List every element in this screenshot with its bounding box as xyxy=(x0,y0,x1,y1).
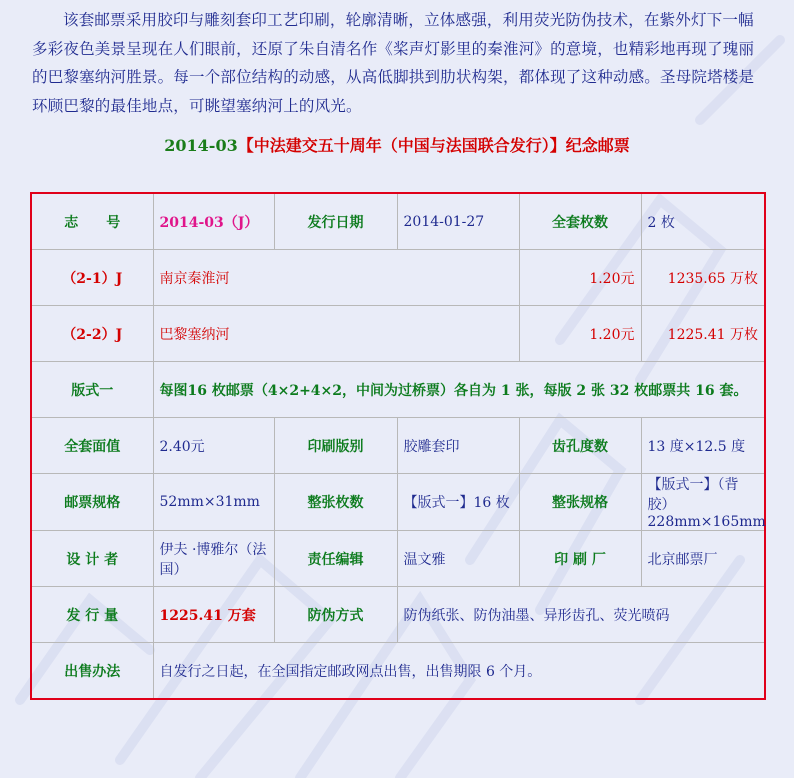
value-face-value: 2.40元 xyxy=(153,418,274,474)
title-code: 2014-03 xyxy=(164,136,238,155)
value-circulation: 1225.41 万套 xyxy=(153,587,274,643)
value-print-type: 胶雕套印 xyxy=(397,418,519,474)
label-circulation: 发 行 量 xyxy=(31,587,153,643)
table-row xyxy=(31,531,765,587)
label-sheet-count: 整张枚数 xyxy=(274,474,397,531)
table-row xyxy=(31,587,765,643)
stamp-price: 1.20元 xyxy=(519,250,641,306)
label-issue-date: 发行日期 xyxy=(274,193,397,250)
label-printer: 印 刷 厂 xyxy=(519,531,641,587)
value-issue-date: 2014-01-27 xyxy=(397,193,519,250)
stamp-spec-table xyxy=(30,192,766,700)
value-designer: 伊夫 ·博雅尔（法国） xyxy=(153,531,274,587)
label-sheet-size: 整张规格 xyxy=(519,474,641,531)
table-row xyxy=(31,418,765,474)
label-set-count: 全套枚数 xyxy=(519,193,641,250)
stamp-quantity: 1225.41 万枚 xyxy=(641,306,765,362)
value-editor: 温文雅 xyxy=(397,531,519,587)
stamp-title xyxy=(0,130,794,162)
table-row xyxy=(31,193,765,250)
intro-paragraph: 该套邮票采用胶印与雕刻套印工艺印刷，轮廓清晰，立体感强，利用荧光防伪技术，在紫外灯下一幅多彩夜色美景呈现在人们眼前，还原了朱自清名作《桨声灯影里的秦淮河》的意境，也精彩地再现了瑰丽的巴黎塞纳河胜景。每一个部位结构的动感，从高低脚拱到肋状构架，都体现了这种动感。圣母院塔楼是环顾巴黎的最佳地点，可眺望塞纳河上的风光。 xyxy=(32,11,755,115)
label-serial: 志 号 xyxy=(31,193,153,250)
label-designer: 设 计 者 xyxy=(31,531,153,587)
label-sale-method: 出售办法 xyxy=(31,643,153,700)
value-set-count: 2 枚 xyxy=(641,193,765,250)
label-editor: 责任编辑 xyxy=(274,531,397,587)
table-row xyxy=(31,474,765,531)
value-printer: 北京邮票厂 xyxy=(641,531,765,587)
value-stamp-size: 52mm×31mm xyxy=(153,474,274,531)
value-perforation: 13 度×12.5 度 xyxy=(641,418,765,474)
label-print-type: 印刷版别 xyxy=(274,418,397,474)
stamp-price: 1.20元 xyxy=(519,306,641,362)
stamp-code: （2-1）J xyxy=(31,250,153,306)
value-sale-method: 自发行之日起，在全国指定邮政网点出售，出售期限 6 个月。 xyxy=(153,643,765,700)
table-row xyxy=(31,362,765,418)
stamp-name: 南京秦淮河 xyxy=(153,250,519,306)
table-row xyxy=(31,306,765,362)
label-perforation: 齿孔度数 xyxy=(519,418,641,474)
value-sheet-size-dims: 228mm×165mm xyxy=(647,514,766,530)
value-serial: 2014-03（J） xyxy=(153,193,274,250)
stamp-name: 巴黎塞纳河 xyxy=(153,306,519,362)
value-format: 每图16 枚邮票（4×2+4×2，中间为过桥票）各自为 1 张，每版 2 张 32 枚邮票共 16 套。 xyxy=(153,362,765,418)
label-anti-counterfeit: 防伪方式 xyxy=(274,587,397,643)
table-row xyxy=(31,250,765,306)
title-name: 【中法建交五十周年（中国与法国联合发行）】纪念邮票 xyxy=(237,136,630,155)
table-row xyxy=(31,643,765,700)
value-sheet-size-format: 【版式一】（背胶） xyxy=(647,477,739,513)
value-anti-counterfeit: 防伪纸张、防伪油墨、异形齿孔、荧光喷码 xyxy=(397,587,765,643)
value-sheet-size xyxy=(641,474,765,531)
label-stamp-size: 邮票规格 xyxy=(31,474,153,531)
label-format: 版式一 xyxy=(31,362,153,418)
stamp-code: （2-2）J xyxy=(31,306,153,362)
value-sheet-count: 【版式一】16 枚 xyxy=(397,474,519,531)
stamp-quantity: 1235.65 万枚 xyxy=(641,250,765,306)
label-face-value: 全套面值 xyxy=(31,418,153,474)
